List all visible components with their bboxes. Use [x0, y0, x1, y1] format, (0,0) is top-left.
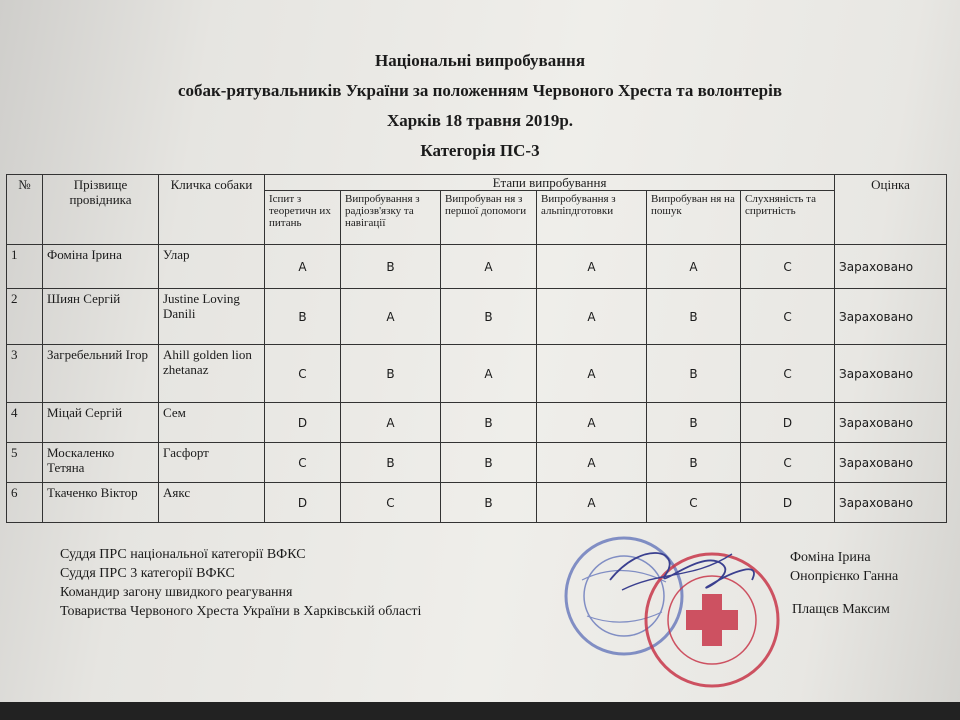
- header-grade: Оцінка: [835, 175, 947, 245]
- row-number: 1: [7, 245, 43, 289]
- row-number: 5: [7, 443, 43, 483]
- handler-name: Загребельний Ігор: [43, 345, 159, 403]
- header-handler: Прізвище провідника: [43, 175, 159, 245]
- final-result: Зараховано: [835, 345, 947, 403]
- header-dog: Кличка собаки: [159, 175, 265, 245]
- stage-grade: В: [265, 289, 341, 345]
- header-stages: Етапи випробування: [265, 175, 835, 191]
- title-line-1: Національні випробування: [374, 51, 586, 70]
- stage-grade: А: [441, 245, 537, 289]
- handler-name: Ткаченко Віктор: [43, 483, 159, 523]
- stage-grade: D: [741, 403, 835, 443]
- header-stage-6: Слухняність та спритність: [741, 191, 835, 245]
- document-title: [0, 46, 960, 166]
- title-line-2: собак-рятувальників України за положенням Червоного Хреста та волонтерів: [177, 81, 783, 100]
- stage-grade: С: [341, 483, 441, 523]
- stage-grade: А: [265, 245, 341, 289]
- stage-grade: А: [537, 443, 647, 483]
- row-number: 4: [7, 403, 43, 443]
- header-stage-3: Випробуван ня з першої допомоги: [441, 191, 537, 245]
- header-num: №: [7, 175, 43, 245]
- dog-name: Ahill golden lion zhetanaz: [159, 345, 265, 403]
- stage-grade: А: [537, 403, 647, 443]
- table-row: [7, 443, 947, 483]
- stage-grade: В: [441, 483, 537, 523]
- stage-grade: В: [441, 443, 537, 483]
- header-stage-5: Випробуван ня на пошук: [647, 191, 741, 245]
- stage-grade: В: [441, 403, 537, 443]
- dog-name: Улар: [159, 245, 265, 289]
- row-number: 6: [7, 483, 43, 523]
- final-result: Зараховано: [835, 289, 947, 345]
- handler-name: Фоміна Ірина: [43, 245, 159, 289]
- stage-grade: А: [647, 245, 741, 289]
- stage-grade: С: [265, 345, 341, 403]
- table-row: [7, 245, 947, 289]
- signatory-name: Фоміна Ірина: [790, 550, 871, 565]
- handler-name: Міцай Сергій: [43, 403, 159, 443]
- final-result: Зараховано: [835, 443, 947, 483]
- stage-grade: В: [341, 245, 441, 289]
- header-stage-2: Випробування з радіозв'язку та навігації: [341, 191, 441, 245]
- dog-name: Justine Loving Danili: [159, 289, 265, 345]
- final-result: Зараховано: [835, 245, 947, 289]
- stage-grade: С: [741, 345, 835, 403]
- dog-name: Аякс: [159, 483, 265, 523]
- table-row: [7, 483, 947, 523]
- handler-name: Шиян Сергій: [43, 289, 159, 345]
- stage-grade: D: [265, 483, 341, 523]
- table-row: [7, 403, 947, 443]
- stage-grade: А: [341, 289, 441, 345]
- signatory-name: Онопрієнко Ганна: [790, 569, 899, 584]
- final-result: Зараховано: [835, 483, 947, 523]
- signature-role: Суддя ПРС національної категорії ВФКС: [60, 547, 306, 562]
- stage-grade: В: [441, 289, 537, 345]
- stage-grade: D: [265, 403, 341, 443]
- stage-grade: А: [537, 289, 647, 345]
- stage-grade: В: [341, 345, 441, 403]
- stage-grade: А: [441, 345, 537, 403]
- stage-grade: С: [647, 483, 741, 523]
- results-table: [6, 174, 947, 523]
- table-row: [7, 289, 947, 345]
- stage-grade: В: [647, 403, 741, 443]
- table-surface-edge: [0, 702, 960, 720]
- row-number: 2: [7, 289, 43, 345]
- stage-grade: В: [647, 345, 741, 403]
- stage-grade: А: [537, 483, 647, 523]
- signature-names: [790, 548, 898, 619]
- dog-name: Гасфорт: [159, 443, 265, 483]
- signature-role: Товариства Червоного Хреста України в Харківській області: [60, 604, 422, 619]
- stage-grade: С: [741, 443, 835, 483]
- handler-name: Москаленко Тетяна: [43, 443, 159, 483]
- title-line-3: Харків 18 травня 2019р.: [386, 111, 574, 130]
- stage-grade: А: [537, 245, 647, 289]
- table-row: [7, 345, 947, 403]
- header-stage-4: Випробування з альпіпдготовки: [537, 191, 647, 245]
- header-stage-1: Іспит з теоретичн их питань: [265, 191, 341, 245]
- signatory-name: Плащєв Максим: [792, 602, 890, 617]
- stage-grade: В: [647, 443, 741, 483]
- signature-role: Командир загону швидкого реагування: [60, 585, 293, 600]
- stage-grade: В: [647, 289, 741, 345]
- stage-grade: А: [537, 345, 647, 403]
- stage-grade: С: [741, 245, 835, 289]
- stage-grade: А: [341, 403, 441, 443]
- signature-roles: [60, 545, 421, 621]
- row-number: 3: [7, 345, 43, 403]
- stage-grade: D: [741, 483, 835, 523]
- official-stamps: [562, 520, 792, 700]
- signature-role: Суддя ПРС 3 категорії ВФКС: [60, 566, 235, 581]
- final-result: Зараховано: [835, 403, 947, 443]
- stage-grade: В: [341, 443, 441, 483]
- dog-name: Сем: [159, 403, 265, 443]
- stage-grade: С: [265, 443, 341, 483]
- stage-grade: С: [741, 289, 835, 345]
- title-line-4: Категорія ПС-3: [420, 141, 540, 160]
